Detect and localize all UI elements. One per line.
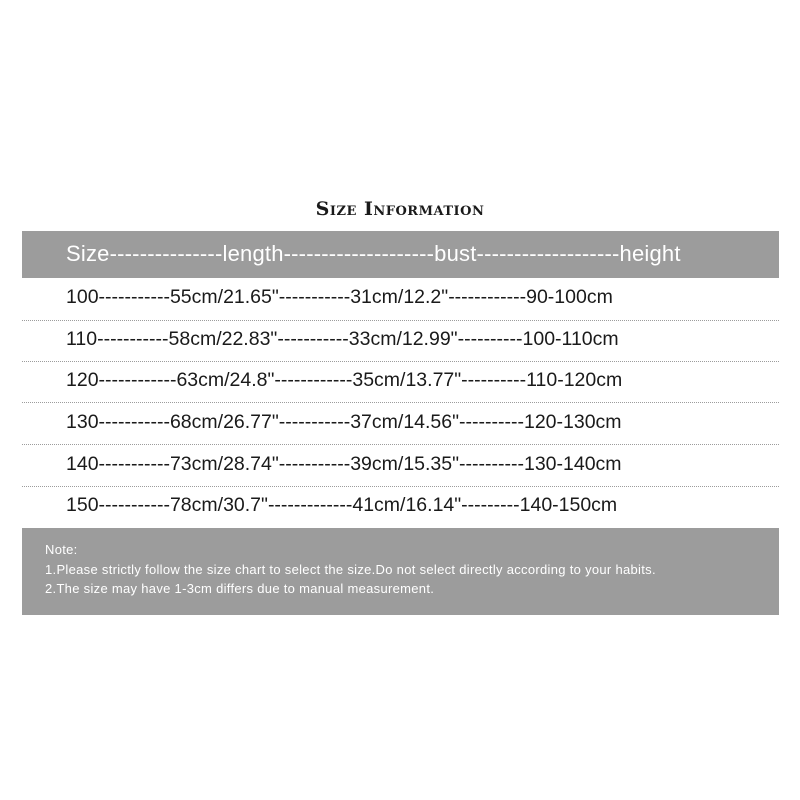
table-header: Size---------------length--------------------bust-------------------height xyxy=(66,241,681,266)
row-divider xyxy=(22,444,779,445)
row-divider xyxy=(22,361,779,362)
table-row: 100-----------55cm/21.65"-----------31cm/12.2"------------90-100cm xyxy=(66,286,613,308)
table-row: 150-----------78cm/30.7"-------------41cm/16.14"---------140-150cm xyxy=(66,494,618,516)
row-divider xyxy=(22,486,779,487)
table-row: 120------------63cm/24.8"------------35cm/13.77"----------110-120cm xyxy=(66,369,623,391)
row-divider xyxy=(22,402,779,403)
table-row: 140-----------73cm/28.74"-----------39cm/15.35"----------130-140cm xyxy=(66,453,622,475)
page-title: Size Information xyxy=(315,198,485,220)
table-row: 110-----------58cm/22.83"-----------33cm/12.99"----------100-110cm xyxy=(66,328,619,350)
row-divider xyxy=(22,320,779,321)
table-row: 130-----------68cm/26.77"-----------37cm/14.56"----------120-130cm xyxy=(66,411,622,433)
note-line-1: 1.Please strictly follow the size chart to select the size.Do not select directly according to your habits. xyxy=(45,562,656,577)
note-heading: Note: xyxy=(45,542,78,557)
note-line-2: 2.The size may have 1-3cm differs due to manual measurement. xyxy=(45,581,435,596)
